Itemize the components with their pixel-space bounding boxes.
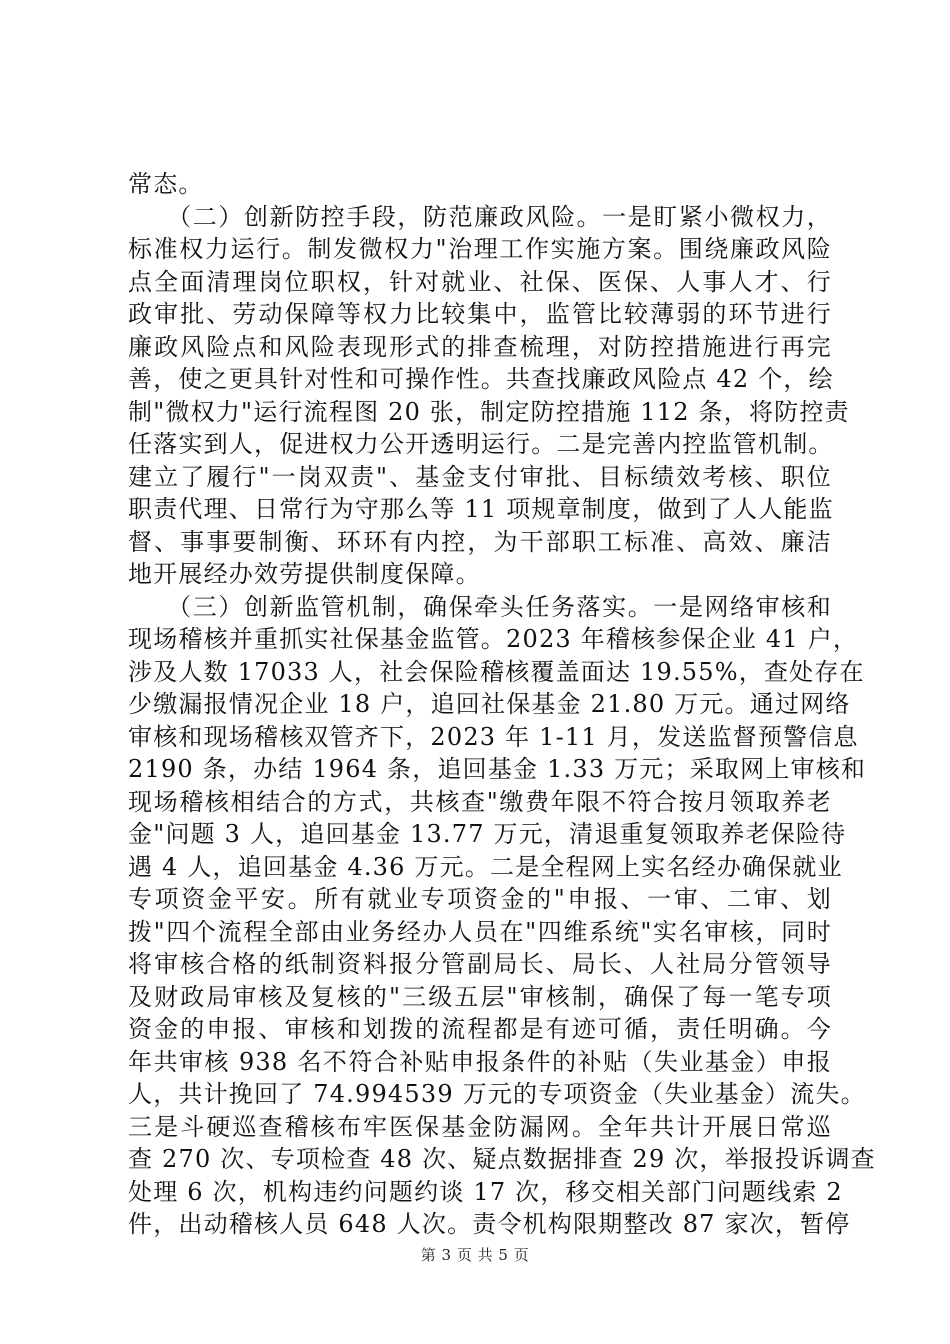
text-line: 少缴漏报情况企业 18 户，追回社保基金 21.80 万元。通过网络 — [128, 690, 851, 718]
text-line: 2190 条，办结 1964 条，追回基金 1.33 万元；采取网上审核和 — [128, 755, 867, 783]
text-line: 制"微权力"运行流程图 20 张，制定防控措施 112 条，将防控责 — [128, 397, 850, 426]
text-line: 点全面清理岗位职权，针对就业、社保、医保、人事人才、行 — [128, 267, 832, 296]
text-line: 拨"四个流程全部由业务经办人员在"四维系统"实名审核，同时 — [128, 917, 832, 946]
text-line: 政审批、劳动保障等权力比较集中，监管比较薄弱的环节进行 — [128, 300, 832, 328]
text-line: 将审核合格的纸制资料报分管副局长、局长、人社局分管领导 — [128, 950, 832, 978]
text-line: 涉及人数 17033 人，社会保险稽核覆盖面达 19.55%，查处存在 — [128, 657, 865, 686]
text-line: （三）创新监管机制，确保牵头任务落实。一是网络审核和 — [128, 592, 832, 621]
text-line: 资金的申报、审核和划拨的流程都是有迹可循，责任明确。今 — [128, 1015, 832, 1043]
text-line: 地开展经办效劳提供制度保障。 — [128, 560, 481, 588]
text-line: 现场稽核并重抓实社保基金监管。2023 年稽核参保企业 41 户， — [128, 625, 859, 653]
text-line: 处理 6 次，机构违约问题约谈 17 次，移交相关部门问题线索 2 — [128, 1177, 843, 1206]
text-line: 件，出动稽核人员 648 人次。责令机构限期整改 87 家次，暂停 — [128, 1210, 851, 1238]
text-line: 查 270 次、专项检查 48 次、疑点数据排查 29 次，举报投诉调查 — [128, 1145, 876, 1173]
text-line: 三是斗硬巡查稽核布牢医保基金防漏网。全年共计开展日常巡 — [128, 1112, 832, 1141]
text-line: 廉政风险点和风险表现形式的排查梳理，对防控措施进行再完 — [128, 332, 832, 361]
text-line: 专项资金平安。所有就业专项资金的"申报、一审、二审、划 — [128, 885, 832, 913]
text-line: 遇 4 人，追回基金 4.36 万元。二是全程网上实名经办确保就业 — [128, 852, 843, 881]
text-line: 现场稽核相结合的方式，共核查"缴费年限不符合按月领取养老 — [128, 787, 832, 816]
text-line: 人，共计挽回了 74.994539 万元的专项资金（失业基金）流失。 — [128, 1080, 866, 1108]
text-line: 督、事事要制衡、环环有内控，为干部职工标准、高效、廉洁 — [128, 527, 832, 556]
text-line: 年共审核 938 名不符合补贴申报条件的补贴（失业基金）申报 — [128, 1047, 832, 1076]
text-line: 及财政局审核及复核的"三级五层"审核制，确保了每一笔专项 — [128, 982, 832, 1011]
text-line: 建立了履行"一岗双责"、基金支付审批、目标绩效考核、职位 — [128, 462, 832, 491]
text-line: 职责代理、日常行为守那么等 11 项规章制度，做到了人人能监 — [128, 495, 834, 523]
text-line: 金"问题 3 人，追回基金 13.77 万元，清退重复领取养老保险待 — [128, 820, 847, 848]
text-line: 善，使之更具针对性和可操作性。共查找廉政风险点 42 个，绘 — [128, 365, 834, 393]
text-line: （二）创新防控手段，防范廉政风险。一是盯紧小微权力， — [128, 202, 832, 231]
page-number-footer: 第 3 页 共 5 页 — [420, 1246, 530, 1264]
text-line: 标准权力运行。制发微权力"治理工作实施方案。围绕廉政风险 — [128, 235, 832, 263]
document-body — [128, 168, 876, 1241]
text-line: 常态。 — [128, 170, 204, 198]
text-line: 任落实到人，促进权力公开透明运行。二是完善内控监管机制。 — [128, 430, 834, 458]
text-line: 审核和现场稽核双管齐下，2023 年 1-11 月，发送监督预警信息 — [128, 722, 859, 751]
